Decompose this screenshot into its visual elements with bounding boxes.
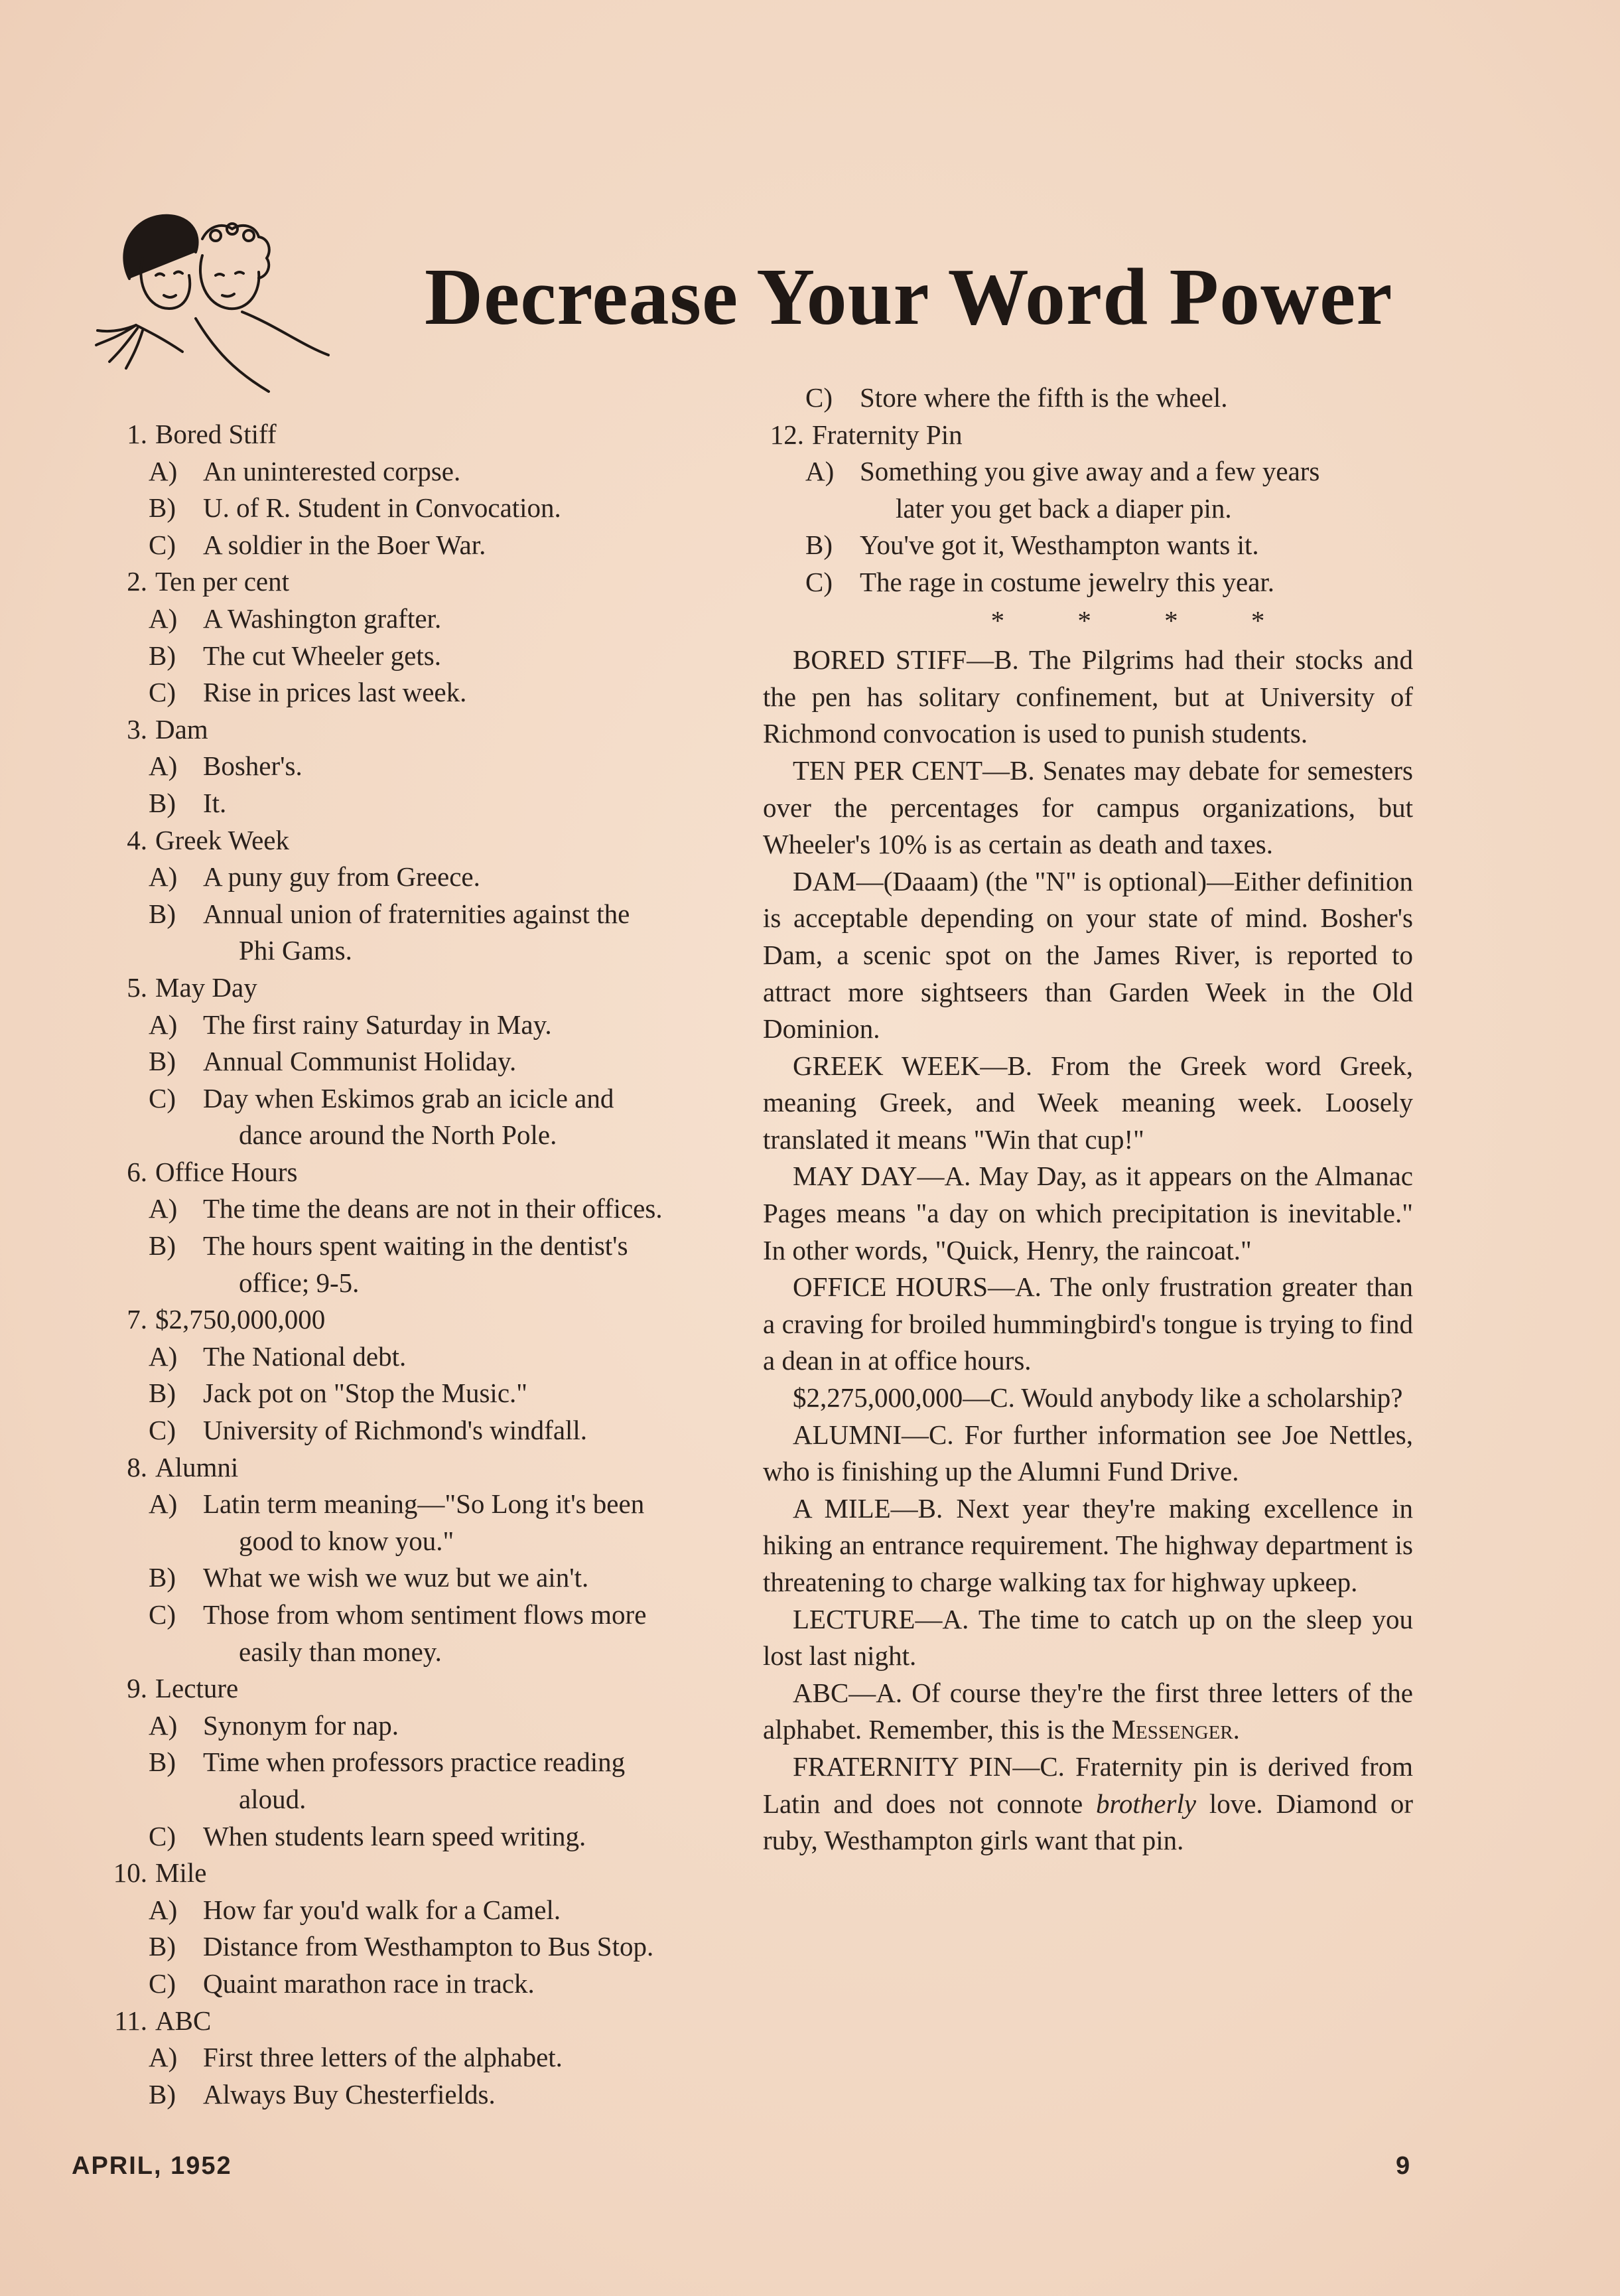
option-text: Time when professors practice reading xyxy=(203,1747,626,1778)
option-row xyxy=(149,2039,736,2076)
question-row xyxy=(106,1670,736,1707)
option-letter: B) xyxy=(149,640,176,671)
question-number: 10. xyxy=(113,1857,147,1889)
question-term: Mile xyxy=(155,1857,207,1889)
question-row xyxy=(106,1301,736,1338)
question-row xyxy=(763,417,1413,454)
option-letter: A) xyxy=(149,1709,178,1741)
question-term: May Day xyxy=(155,971,257,1003)
option-row xyxy=(149,785,736,822)
option-letter: C) xyxy=(149,1082,176,1113)
answer-text: love. Diamond or ruby, Westhampton girls want that pin. xyxy=(763,1788,1413,1856)
option-row xyxy=(149,748,736,785)
question-number: 8. xyxy=(127,1451,147,1482)
option-text: Day when Eskimos grab an icicle and xyxy=(203,1082,614,1113)
question-number: 1. xyxy=(127,419,147,449)
option-text: Annual Communist Holiday. xyxy=(203,1046,517,1077)
question-term: $2,750,000,000 xyxy=(155,1304,326,1335)
answer-paragraph: MAY DAY—A. May Day, as it appears on the Almanac Pages means "a day on which precipitation is inevitable." In other words, "Quick, Henry, the raincoat." xyxy=(763,1161,1413,1265)
question-row xyxy=(106,969,736,1007)
answer-paragraph: DAM—(Daaam) (the "N" is optional)—Either definition is acceptable depending on your state of mind. Bosher's Dam, a scenic spot on the James River, is reported to attract more sightseers than Garden Week in the Old Dominion. xyxy=(763,865,1413,1044)
option-text-continued: dance around the North Pole. xyxy=(239,1119,557,1151)
option-row xyxy=(805,527,1413,564)
option-letter: A) xyxy=(149,1193,178,1224)
option-row xyxy=(149,1412,736,1449)
option-text-continued: office; 9-5. xyxy=(239,1267,360,1298)
answer-paragraph xyxy=(763,1675,1413,1749)
option-text: Annual union of fraternities against the xyxy=(203,898,630,929)
option-text-continued: good to know you." xyxy=(239,1525,454,1556)
option-row xyxy=(805,564,1413,601)
option-letter: A) xyxy=(149,1894,178,1925)
question-term: Fraternity Pin xyxy=(812,419,963,450)
question-term: Alumni xyxy=(155,1451,239,1482)
option-letter: B) xyxy=(149,1378,176,1409)
option-row xyxy=(149,2076,736,2114)
option-letter: C) xyxy=(149,1820,176,1851)
option-row xyxy=(805,453,1413,490)
answer-text: ABC—A. Of course they're the first three letters of the alphabet. Remember, this is the xyxy=(763,1677,1413,1745)
option-text: Synonym for nap. xyxy=(203,1709,399,1741)
option-letter: A) xyxy=(149,1340,178,1372)
option-letter: C) xyxy=(149,1599,176,1630)
option-letter: A) xyxy=(149,861,178,893)
question-row xyxy=(106,822,736,859)
option-text: The cut Wheeler gets. xyxy=(203,640,441,671)
question-term: Dam xyxy=(155,713,208,745)
option-row xyxy=(149,1707,736,1745)
option-text: When students learn speed writing. xyxy=(203,1820,586,1851)
option-letter: B) xyxy=(149,898,176,929)
issue-date: APRIL, 1952 xyxy=(72,2152,232,2180)
question-number: 5. xyxy=(127,971,147,1003)
answer-paragraph: $2,275,000,000—C. Would anybody like a scholarship? xyxy=(793,1382,1403,1413)
question-number: 7. xyxy=(127,1304,147,1335)
option-text: Always Buy Chesterfields. xyxy=(203,2078,496,2110)
option-text: Store where the fifth is the wheel. xyxy=(860,382,1228,413)
option-text: The first rainy Saturday in May. xyxy=(203,1009,552,1040)
couple-cartoon-icon xyxy=(90,199,335,398)
answer-paragraph: GREEK WEEK—B. From the Greek word Greek, meaning Greek, and Week meaning week. Loosely translated it means "Win that cup!" xyxy=(763,1050,1413,1155)
option-text: Rise in prices last week. xyxy=(203,677,467,708)
option-letter: A) xyxy=(149,455,178,486)
answer-paragraph: OFFICE HOURS—A. The only frustration greater than a craving for broiled hummingbird's tongue is trying to find a dean in at office hours. xyxy=(763,1271,1413,1376)
option-text: What we wish we wuz but we ain't. xyxy=(203,1562,589,1593)
option-row xyxy=(149,1559,736,1597)
option-letter: B) xyxy=(805,530,833,561)
question-term: Ten per cent xyxy=(155,566,290,597)
option-text: A Washington grafter. xyxy=(203,603,442,634)
option-text: Jack pot on "Stop the Music." xyxy=(203,1378,527,1409)
option-row xyxy=(149,896,736,933)
answer-text: . xyxy=(1233,1714,1240,1745)
option-text: Those from whom sentiment flows more xyxy=(203,1599,647,1630)
option-text: The National debt. xyxy=(203,1340,407,1372)
option-text: An uninterested corpse. xyxy=(203,455,461,486)
option-text: How far you'd walk for a Camel. xyxy=(203,1894,561,1925)
question-number: 9. xyxy=(127,1673,147,1704)
option-letter: B) xyxy=(149,1931,176,1962)
option-row xyxy=(149,1007,736,1044)
option-letter: A) xyxy=(805,456,835,487)
option-row xyxy=(149,1338,736,1376)
option-row xyxy=(149,638,736,675)
option-letter: C) xyxy=(149,1415,176,1446)
option-text: U. of R. Student in Convocation. xyxy=(203,492,561,524)
page-title: Decrease Your Word Power xyxy=(425,252,1393,342)
option-text: Latin term meaning—"So Long it's been xyxy=(203,1488,645,1520)
answer-paragraph: TEN PER CENT—B. Senates may debate for semesters over the percentages for campus organizations, but Wheeler's 10% is as certain as death and taxes. xyxy=(763,754,1413,860)
option-text: Bosher's. xyxy=(203,751,303,782)
option-row xyxy=(149,1928,736,1966)
option-text: It. xyxy=(203,787,227,818)
option-text: The rage in costume jewelry this year. xyxy=(860,566,1275,597)
emphasis-text: brotherly xyxy=(1095,1788,1197,1819)
option-text-continued: aloud. xyxy=(239,1783,306,1814)
answer-key xyxy=(763,642,1413,1675)
option-row xyxy=(149,1228,736,1265)
option-text: Something you give away and a few years xyxy=(860,456,1320,487)
question-number: 11. xyxy=(114,2005,147,2036)
question-row xyxy=(106,1855,736,1892)
option-text: A puny guy from Greece. xyxy=(203,861,480,893)
option-letter: A) xyxy=(149,603,178,634)
page-number: 9 xyxy=(1396,2152,1410,2180)
question-term: ABC xyxy=(155,2005,212,2036)
option-text: The hours spent waiting in the dentist's xyxy=(203,1230,628,1261)
option-row xyxy=(149,453,736,490)
question-number: 6. xyxy=(127,1156,147,1187)
magazine-name: Messenger xyxy=(1111,1714,1233,1745)
option-letter: B) xyxy=(149,1046,176,1077)
option-letter: B) xyxy=(149,1747,176,1778)
option-letter: C) xyxy=(805,382,833,413)
option-text: A soldier in the Boer War. xyxy=(203,529,486,560)
question-row xyxy=(106,1154,736,1191)
option-row xyxy=(149,1966,736,2003)
option-letter: A) xyxy=(149,1009,178,1040)
option-row xyxy=(149,1486,736,1523)
option-row xyxy=(149,1892,736,1929)
option-text: Quaint marathon race in track. xyxy=(203,1968,535,1999)
option-letter: A) xyxy=(149,2042,178,2073)
question-row xyxy=(106,1449,736,1486)
option-row xyxy=(149,1375,736,1412)
option-row xyxy=(149,490,736,527)
option-row xyxy=(149,1597,736,1634)
answer-paragraph: LECTURE—A. The time to catch up on the sleep you lost last night. xyxy=(763,1603,1413,1672)
question-term: Greek Week xyxy=(155,824,289,855)
question-number: 2. xyxy=(127,566,147,597)
option-letter: C) xyxy=(149,677,176,708)
option-text-continued: Phi Gams. xyxy=(239,935,352,966)
option-text: The time the deans are not in their offices. xyxy=(203,1193,663,1224)
option-row xyxy=(149,1190,736,1228)
option-text: First three letters of the alphabet. xyxy=(203,2042,563,2073)
question-row xyxy=(106,563,736,601)
question-number: 4. xyxy=(127,824,147,855)
option-text-continued: easily than money. xyxy=(239,1636,442,1667)
option-row xyxy=(149,527,736,564)
option-row xyxy=(149,601,736,638)
option-letter: B) xyxy=(149,787,176,818)
answer-paragraph xyxy=(763,1749,1413,1859)
option-row xyxy=(149,1080,736,1117)
question-row xyxy=(106,416,736,453)
option-text: Distance from Westhampton to Bus Stop. xyxy=(203,1931,654,1962)
option-letter: C) xyxy=(805,566,833,597)
option-text: You've got it, Westhampton wants it. xyxy=(860,530,1259,561)
option-row xyxy=(149,674,736,711)
option-letter: C) xyxy=(149,1968,176,1999)
option-row xyxy=(149,1043,736,1080)
option-letter: B) xyxy=(149,1562,176,1593)
answers-column xyxy=(763,380,1413,1859)
answer-paragraph: A MILE—B. Next year they're making excellence in hiking an entrance requirement. The highway department is threatening to charge walking tax for highway upkeep. xyxy=(763,1492,1413,1597)
option-text: University of Richmond's windfall. xyxy=(203,1415,588,1446)
question-term: Lecture xyxy=(155,1673,239,1704)
answer-paragraph: BORED STIFF—B. The Pilgrims had their stocks and the pen has solitary confinement, but at University of Richmond convocation is used to punish students. xyxy=(763,644,1413,749)
option-row xyxy=(149,859,736,896)
option-row xyxy=(149,1818,736,1855)
section-divider-stars: * * * * xyxy=(990,605,1298,636)
answer-text: FRATERNITY PIN—C. Fraternity pin is derived from Latin and does not connote xyxy=(763,1751,1413,1819)
option-row xyxy=(805,380,1413,417)
question-row xyxy=(106,2003,736,2040)
question-term: Office Hours xyxy=(155,1156,298,1187)
option-letter: B) xyxy=(149,492,176,524)
option-letter: A) xyxy=(149,1488,178,1520)
question-number: 12. xyxy=(770,419,804,450)
option-letter: B) xyxy=(149,2078,176,2110)
option-letter: C) xyxy=(149,529,176,560)
question-12 xyxy=(763,417,1413,601)
question-row xyxy=(106,711,736,749)
option-row xyxy=(149,1744,736,1781)
question-term: Bored Stiff xyxy=(155,419,277,449)
option-letter: B) xyxy=(149,1230,176,1261)
questions-column xyxy=(106,416,736,2113)
answer-paragraph: ALUMNI—C. For further information see Joe Nettles, who is finishing up the Alumni Fund Drive. xyxy=(763,1419,1413,1487)
option-letter: A) xyxy=(149,751,178,782)
option-text-continued: later you get back a diaper pin. xyxy=(896,492,1232,524)
question-number: 3. xyxy=(127,713,147,745)
